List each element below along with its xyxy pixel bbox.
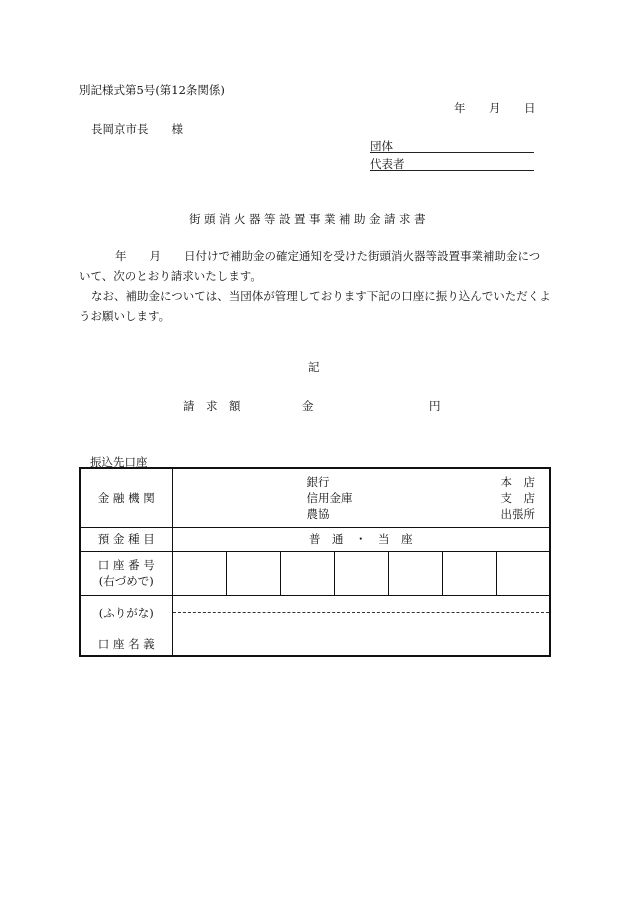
institution-type-nokyo: 農協 [306,507,330,521]
account-digit-box[interactable] [334,551,388,595]
account-digit-box[interactable] [280,551,334,595]
branch-type-branch: 支 店 [500,491,535,505]
account-digit-box[interactable] [226,551,280,595]
account-number-row [80,551,550,595]
form-reference: 別記様式第5号(第12条関係) [79,83,225,97]
claim-amount-label: 請 求 額 [183,399,241,413]
account-digit-box[interactable] [172,551,226,595]
date-day: 日 [524,101,536,115]
account-holder-label: 口 座 名 義 [97,636,155,651]
document-title: 街頭消火器等設置事業補助金請求書 [189,212,429,226]
deposit-options[interactable]: 普 通 ・ 当 座 [172,527,550,551]
group-field [370,138,534,153]
deposit-row [80,527,550,551]
representative-field [370,156,534,171]
account-number-label: 口 座 番 号 [97,558,155,572]
branch-type-main: 本 店 [500,475,535,489]
transfer-heading: 振込先口座 [90,455,148,469]
date-year: 年 [454,101,466,115]
institution-row [80,468,550,527]
ki-heading: 記 [308,360,320,374]
account-number-label-cell [80,551,172,595]
account-holder-cell[interactable] [172,595,550,656]
account-digit-box[interactable] [442,551,496,595]
account-number-note: (右づめで) [98,574,154,588]
branch-type-office: 出張所 [500,507,535,521]
institution-type-shinkin: 信用金庫 [306,491,353,505]
furigana-dashed-line [173,612,550,613]
institution-label: 金 融 機 関 [80,468,172,527]
account-holder-row [80,595,550,656]
body-paragraph-1: 年 月 日付けで補助金の確定通知を受けた街頭消火器等設置事業補助金について、次のとおり請求いたします。 [79,249,541,283]
institution-type-bank: 銀行 [306,475,330,489]
group-label: 団体 [370,139,393,153]
account-holder-label-cell [80,595,172,656]
account-digit-box[interactable] [388,551,442,595]
deposit-label: 預 金 種 目 [80,527,172,551]
institution-cell[interactable] [172,468,550,527]
account-table [79,467,551,657]
addressee: 長岡京市長 様 [91,122,183,136]
claim-kin: 金 [302,399,314,413]
date-month: 月 [489,101,501,115]
representative-label: 代表者 [370,157,405,171]
furigana-label: (ふりがな) [98,605,154,620]
claim-yen: 円 [429,399,441,413]
body-paragraph-2: なお、補助金については、当団体が管理しております下記の口座に振り込んでいただくようお願いします。 [79,289,551,323]
account-digit-box[interactable] [496,551,550,595]
